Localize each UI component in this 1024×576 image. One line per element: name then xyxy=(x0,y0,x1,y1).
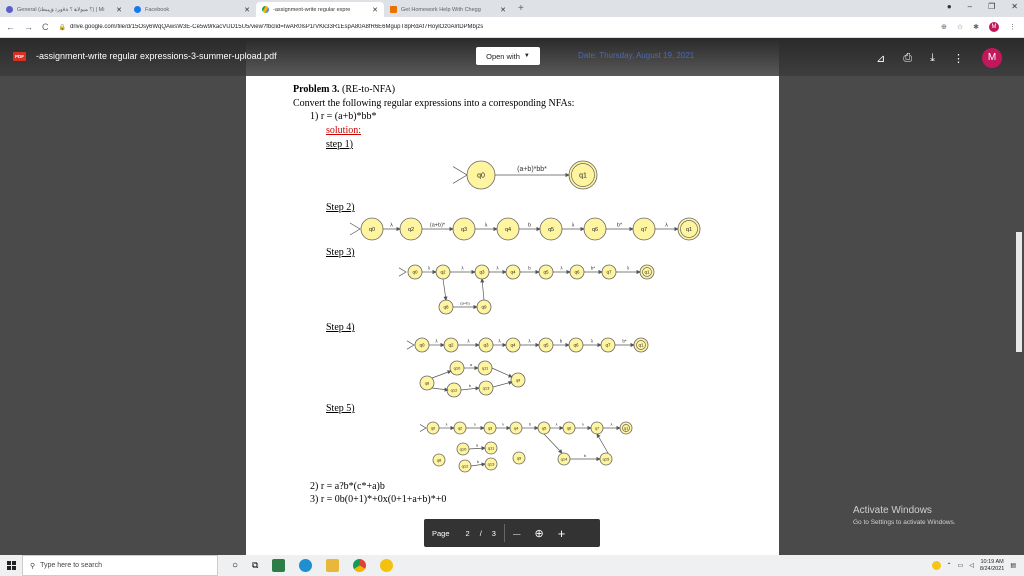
nfa-state-label: q0 xyxy=(412,269,418,275)
file-explorer-icon[interactable] xyxy=(326,559,339,572)
nfa-state-label: q2 xyxy=(407,226,415,233)
tab-facebook[interactable] xyxy=(128,2,256,17)
nfa-state-label: q2 xyxy=(457,425,463,431)
nfa-transition-label: λ xyxy=(496,265,499,271)
nfa-transition xyxy=(597,434,608,453)
nfa-transition-label: λ xyxy=(571,222,575,229)
reload-icon[interactable]: C xyxy=(42,22,49,32)
pdf-file-icon: PDF xyxy=(15,54,24,59)
nfa-transition-label: λ xyxy=(445,421,448,427)
page-zoom-bar xyxy=(424,519,600,547)
nfa-state-label: q2 xyxy=(440,269,446,275)
profile-avatar[interactable]: M xyxy=(989,22,999,32)
edge-legacy-icon[interactable] xyxy=(272,559,285,572)
start-arrow xyxy=(453,167,467,184)
nfa-state-label: q0 xyxy=(368,226,376,233)
step4-label: Step 4) xyxy=(326,322,355,333)
nfa-state-label: q4 xyxy=(510,342,516,348)
nfa-transition xyxy=(493,382,512,387)
url-field[interactable]: drive.google.com/file/d/15Osy6WqQAwsW3E-Ce5w9rkacVUD15U5/view?fbclid=IwAR0lsP1rVKk33R1EspA80A8fR6E6MgupT8pRdAf7HoylOz0AlrlDPMbjzs xyxy=(69,24,484,30)
instruction-text: Convert the following regular expressions into a corresponding NFAs: xyxy=(293,98,575,109)
chegg-icon xyxy=(390,6,397,13)
nfa-state-label: q7 xyxy=(606,269,612,275)
nfa-state-label: q3 xyxy=(479,269,485,275)
nfa-state-label: q11 xyxy=(481,365,489,371)
nfa-state-label: q7 xyxy=(640,226,648,233)
nfa-state-label: q6 xyxy=(591,226,599,233)
nfa-diagrams xyxy=(246,38,779,555)
nfa-transition-label: λ xyxy=(582,421,584,427)
start-arrow xyxy=(399,268,406,276)
search-icon: ⚲ xyxy=(30,562,36,570)
tab-title: General (؟ ﻤﻴﻮﻟﺎﻫ ؟ ﺔﻗوﺮﺗ ﻖﻴﺒﻄﺗ) | Mi xyxy=(17,6,105,13)
zoom-magnifier-icon[interactable]: ⊕ xyxy=(534,527,544,540)
nfa-state-label: q10 xyxy=(459,446,467,452)
nfa-transition-label: (a+b)* xyxy=(429,222,446,229)
nfa-state-label: q6 xyxy=(573,342,579,348)
clock-date: 8/24/2021 xyxy=(979,565,1005,572)
nfa-state-label: q1 xyxy=(623,425,629,431)
page-current[interactable]: 2 xyxy=(465,528,470,538)
nfa-state-label: q2 xyxy=(448,342,454,348)
extension-icon[interactable]: ✱ xyxy=(973,24,979,31)
new-tab-button[interactable]: + xyxy=(518,3,524,14)
nfa-transition-label: λ xyxy=(502,421,504,427)
notification-icon[interactable]: ▤ xyxy=(1010,563,1016,569)
google-drive-icon xyxy=(262,6,269,13)
restore-button[interactable]: ❐ xyxy=(988,2,996,11)
tab-title: Get Homework Help With Chegg xyxy=(401,6,481,13)
diagram-step4 xyxy=(407,338,648,397)
nfa-state-label: q4 xyxy=(513,425,519,431)
nfa-state-label: q13 xyxy=(487,461,495,467)
nfa-state-label: q3 xyxy=(487,425,493,431)
search-placeholder: Type here to search xyxy=(40,562,103,569)
item-3: 3) r = 0b(0+1)*+0x(0+1+a+b)*+0 xyxy=(310,494,447,505)
clock-time: 10:19 AM xyxy=(980,558,1004,565)
nfa-state-label: q4 xyxy=(504,226,512,233)
nfa-transition xyxy=(432,371,451,378)
nfa-state-label: q0 xyxy=(477,172,485,180)
nfa-transition-label: λ xyxy=(467,338,470,344)
add-to-drive-icon[interactable]: ⊿ xyxy=(876,52,886,65)
nfa-state-label: q1 xyxy=(685,226,693,233)
nfa-transition-label: b xyxy=(528,421,532,427)
viewer-actions xyxy=(876,48,1002,68)
nfa-state-label: q3 xyxy=(483,342,489,348)
nfa-transition-label: λ xyxy=(590,338,594,344)
lock-icon: 🔒 xyxy=(58,24,66,31)
taskbar-clock[interactable] xyxy=(980,559,1004,573)
nfa-transition-label: b* xyxy=(590,265,596,271)
nfa-transition-label: λ xyxy=(484,222,488,229)
nfa-transition-label: b* xyxy=(622,338,627,344)
edge-icon[interactable] xyxy=(299,559,312,572)
open-with-label: Open with xyxy=(486,51,520,61)
solution-label: solution: xyxy=(326,125,362,136)
activate-windows-watermark xyxy=(853,505,956,526)
nfa-state-label: q1 xyxy=(638,342,644,348)
download-icon[interactable]: ⤓ xyxy=(930,51,935,64)
tab-drive-pdf[interactable] xyxy=(256,2,384,17)
weather-icon[interactable] xyxy=(932,561,941,570)
teams-icon xyxy=(6,6,13,13)
nfa-state-label: q5 xyxy=(541,425,547,431)
nfa-state-label: q8 xyxy=(436,457,442,463)
nfa-state-label: q14 xyxy=(560,456,568,462)
nfa-state-label: q6 xyxy=(566,425,572,431)
browser-tab-strip xyxy=(0,0,1024,17)
nfa-transition-label: λ xyxy=(427,265,431,271)
close-icon[interactable]: ✕ xyxy=(500,6,506,14)
item-1: 1) r = (a+b)*bb* xyxy=(310,111,377,122)
zoom-out-button[interactable]: — xyxy=(512,528,521,538)
activate-title: Activate Windows xyxy=(853,505,932,516)
tab-chegg[interactable] xyxy=(384,2,512,17)
start-button[interactable] xyxy=(0,555,22,576)
problem-heading: Problem 3. (RE-to-NFA) xyxy=(293,84,396,95)
windows-logo-icon xyxy=(7,561,16,570)
zoom-in-button[interactable]: + xyxy=(557,525,566,541)
nfa-transition-label: λ xyxy=(555,421,558,427)
close-icon[interactable]: ✕ xyxy=(244,6,250,14)
more-options-icon[interactable]: ⋮ xyxy=(953,52,964,65)
nfa-state-label: q3 xyxy=(460,226,468,233)
diagram-step1 xyxy=(453,161,597,189)
nfa-state-label: q12 xyxy=(461,463,469,469)
activate-subtitle: Go to Settings to activate Windows. xyxy=(853,519,956,526)
nfa-state-label: q15 xyxy=(602,456,610,462)
nfa-state-label: q5 xyxy=(543,342,549,348)
minimize-button[interactable]: – xyxy=(967,2,973,11)
nfa-transition xyxy=(469,448,485,449)
pdf-page xyxy=(246,38,779,555)
nfa-transition-label: b* xyxy=(616,222,623,229)
nfa-state-label: q5 xyxy=(543,269,549,275)
close-window-button[interactable]: ✕ xyxy=(1011,2,1018,11)
nfa-state-label: q9 xyxy=(516,455,522,461)
nfa-state-label: q1 xyxy=(579,172,587,180)
scrollbar[interactable] xyxy=(1016,232,1022,352)
nfa-state-label: q0 xyxy=(430,425,436,431)
tab-title: -assignment-write regular expre xyxy=(273,6,351,13)
nfa-state-label: q8 xyxy=(443,304,449,310)
nfa-transition-label: (a+b) xyxy=(460,300,470,306)
start-arrow xyxy=(407,341,414,349)
page-separator: / xyxy=(479,528,482,538)
nfa-state-label: q9 xyxy=(481,304,487,310)
nfa-transition-label: λ xyxy=(626,265,630,271)
start-arrow xyxy=(420,424,426,431)
nfa-transition-label: b xyxy=(476,459,480,464)
diagram-step3 xyxy=(399,265,654,314)
nfa-transition-label: (a+b)*bb* xyxy=(517,166,547,173)
nfa-transition-label: λ xyxy=(461,265,464,271)
volume-icon[interactable]: ◁ xyxy=(969,563,974,569)
system-tray xyxy=(932,559,1016,573)
step2-label: Step 2) xyxy=(326,202,355,213)
profile-dot-icon[interactable]: ● xyxy=(946,2,952,11)
nfa-transition xyxy=(443,279,446,300)
diagram-step2 xyxy=(350,218,700,240)
bookmark-star-icon[interactable]: ☆ xyxy=(956,24,964,31)
nfa-state-label: q6 xyxy=(574,269,580,275)
zoom-icon[interactable]: ⊕ xyxy=(940,24,947,31)
nfa-state-label: q8 xyxy=(424,380,430,386)
nfa-transition xyxy=(461,388,479,390)
nfa-transition-label: λ xyxy=(610,421,613,427)
nfa-transition xyxy=(482,279,484,300)
file-name: -assignment-write regular expressions-3-summer-upload.pdf xyxy=(36,51,277,61)
menu-dots-icon[interactable]: ⋮ xyxy=(1009,24,1016,31)
nfa-transition-label: λ xyxy=(560,265,563,271)
page-total: 3 xyxy=(491,528,496,538)
tab-title: Facebook xyxy=(145,6,170,13)
nfa-transition-label: λ xyxy=(498,338,501,344)
close-icon[interactable]: ✕ xyxy=(116,6,122,14)
nfa-transition-label: λ xyxy=(474,421,476,427)
nfa-transition-label: λ xyxy=(665,222,668,229)
step3-label: Step 3) xyxy=(326,247,355,258)
app-icon[interactable] xyxy=(380,559,393,572)
nfa-state-label: q5 xyxy=(547,226,555,233)
tray-chevron-icon[interactable]: ⌃ xyxy=(946,563,952,569)
document-date: Date: Thursday, August 19, 2021 xyxy=(578,51,695,60)
chevron-down-icon: ▼ xyxy=(523,53,530,59)
address-bar xyxy=(0,17,1024,38)
forward-icon[interactable]: → xyxy=(24,22,33,32)
nfa-state-label: q7 xyxy=(594,425,600,431)
nfa-transition-label: b xyxy=(468,383,472,388)
nfa-state-label: q1 xyxy=(644,269,650,275)
nfa-transition-label: λ xyxy=(390,222,393,229)
open-with-button[interactable] xyxy=(476,47,540,65)
nfa-transition xyxy=(471,464,485,466)
step5-label: Step 5) xyxy=(326,403,355,414)
nfa-state-label: q4 xyxy=(510,269,516,275)
print-icon[interactable]: ⎙ xyxy=(903,51,913,64)
nfa-transition-label: λ xyxy=(528,338,531,344)
cortana-icon[interactable]: ○ xyxy=(232,560,239,571)
tab-teams[interactable] xyxy=(0,2,128,17)
windows-taskbar xyxy=(0,555,1024,576)
start-arrow xyxy=(350,223,360,235)
nfa-state-label: q12 xyxy=(450,387,458,393)
page-label: Page xyxy=(432,528,450,538)
close-icon[interactable]: ✕ xyxy=(372,6,378,14)
facebook-icon xyxy=(134,6,141,13)
nfa-transition-label: a xyxy=(475,442,479,448)
network-icon[interactable]: ▭ xyxy=(957,563,964,569)
nfa-state-label: q13 xyxy=(482,385,490,391)
nfa-transition-label: b xyxy=(583,453,587,458)
nfa-state-label: q10 xyxy=(453,365,461,371)
nfa-transition-label: b xyxy=(528,265,531,271)
diagram-step5 xyxy=(420,422,632,473)
nfa-state-label: q7 xyxy=(605,342,611,348)
chrome-icon[interactable] xyxy=(353,559,366,572)
nfa-state-label: q11 xyxy=(487,445,495,451)
nfa-transition xyxy=(492,368,512,377)
task-view-icon[interactable]: ⧉ xyxy=(252,560,259,570)
item-2: 2) r = a?b*(c*+a)b xyxy=(310,481,385,492)
step1-label: step 1) xyxy=(326,139,353,150)
taskbar-search[interactable] xyxy=(22,555,218,576)
nfa-transition-label: b xyxy=(527,222,532,229)
nfa-state-label: q9 xyxy=(515,377,521,383)
nfa-transition xyxy=(544,434,562,453)
window-controls xyxy=(947,2,1018,11)
nfa-transition-label: λ xyxy=(435,338,438,344)
nfa-transition-label: a xyxy=(469,362,473,367)
nfa-state-label: q0 xyxy=(419,342,425,348)
nfa-transition-label: b xyxy=(559,338,563,344)
nfa-transition xyxy=(432,388,448,390)
back-icon[interactable]: ← xyxy=(6,22,15,32)
account-avatar[interactable]: M xyxy=(982,48,1002,68)
